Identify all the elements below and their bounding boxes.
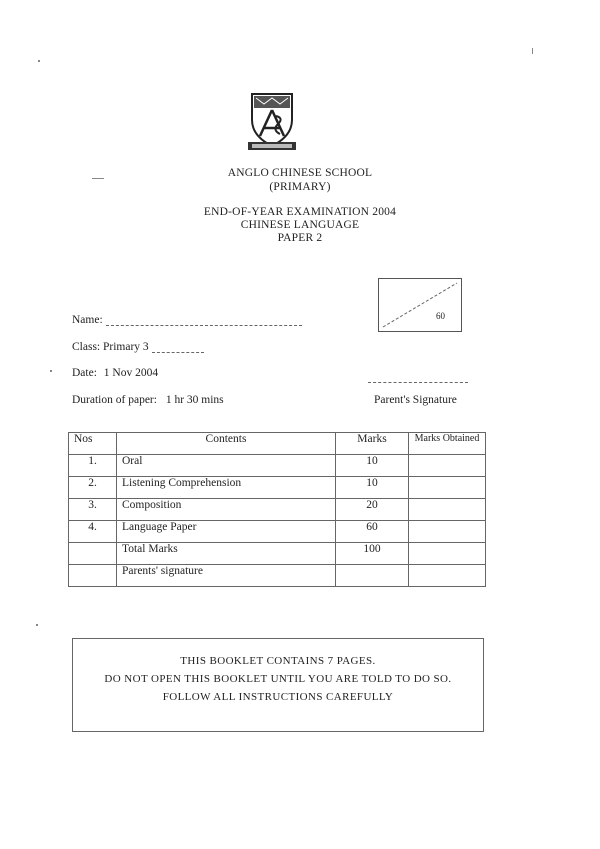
school-name: ANGLO CHINESE SCHOOL: [227, 167, 373, 179]
score-box: [378, 278, 462, 332]
row-content: Oral: [117, 455, 336, 477]
paper-title: PAPER 2: [277, 232, 323, 244]
marks-table: [68, 432, 486, 587]
score-box-total: 60: [436, 311, 445, 321]
duration-value: 1 hr 30 mins: [165, 394, 224, 406]
date-field: [72, 367, 158, 379]
total-label: Total Marks: [117, 543, 336, 565]
duration-label: Duration of paper:: [72, 394, 157, 406]
subject-title: CHINESE LANGUAGE: [240, 219, 360, 231]
row-marks-obtained[interactable]: [409, 477, 486, 499]
name-field[interactable]: [72, 314, 302, 326]
row-number: 3.: [69, 499, 117, 521]
row-marks: 60: [336, 521, 409, 543]
class-field[interactable]: [72, 341, 204, 353]
row-marks-obtained[interactable]: [409, 521, 486, 543]
header-nos: Nos: [69, 433, 117, 455]
row-marks: 10: [336, 455, 409, 477]
row-marks: 10: [336, 477, 409, 499]
row-number: 4.: [69, 521, 117, 543]
table-row: [69, 455, 486, 477]
table-row: [69, 521, 486, 543]
row-number: 1.: [69, 455, 117, 477]
signature-row: [69, 565, 486, 587]
table-row: [69, 499, 486, 521]
instruction-do-not-open: DO NOT OPEN THIS BOOKLET UNTIL YOU ARE TOLD TO DO SO.: [104, 673, 452, 685]
header-marks-obtained: Marks Obtained: [409, 433, 486, 455]
parent-signature-line[interactable]: [368, 382, 468, 383]
instruction-follow: FOLLOW ALL INSTRUCTIONS CAREFULLY: [162, 691, 394, 703]
parent-signature-label: Parent's Signature: [374, 394, 457, 406]
scan-speck: [532, 48, 533, 54]
row-marks: 20: [336, 499, 409, 521]
duration-field: [72, 394, 224, 406]
class-label: Class: Primary 3: [72, 341, 149, 353]
parents-signature-cell[interactable]: [336, 565, 409, 587]
total-marks: 100: [336, 543, 409, 565]
scan-speck: [36, 624, 38, 626]
name-line[interactable]: [106, 325, 302, 326]
date-value: 1 Nov 2004: [103, 367, 159, 379]
school-division: (PRIMARY): [269, 181, 331, 193]
row-number: 2.: [69, 477, 117, 499]
instructions-box: [72, 638, 484, 732]
total-marks-obtained[interactable]: [409, 543, 486, 565]
name-label: Name:: [72, 314, 103, 326]
exam-title: END-OF-YEAR EXAMINATION 2004: [203, 206, 397, 218]
row-marks-obtained[interactable]: [409, 499, 486, 521]
scan-speck: [92, 178, 104, 179]
row-content: Listening Comprehension: [117, 477, 336, 499]
table-header-row: [69, 433, 486, 455]
table-row: [69, 477, 486, 499]
date-label: Date:: [72, 367, 97, 379]
row-marks-obtained[interactable]: [409, 455, 486, 477]
school-crest-logo: [246, 90, 298, 152]
parents-signature-label: Parents' signature: [117, 565, 336, 587]
instruction-pages: THIS BOOKLET CONTAINS 7 PAGES.: [180, 655, 376, 667]
row-content: Language Paper: [117, 521, 336, 543]
header-marks: Marks: [336, 433, 409, 455]
scan-speck: [50, 370, 52, 372]
scan-speck: [38, 60, 40, 62]
class-line[interactable]: [152, 352, 204, 353]
header-contents: Contents: [117, 433, 336, 455]
total-row: [69, 543, 486, 565]
row-content: Composition: [117, 499, 336, 521]
